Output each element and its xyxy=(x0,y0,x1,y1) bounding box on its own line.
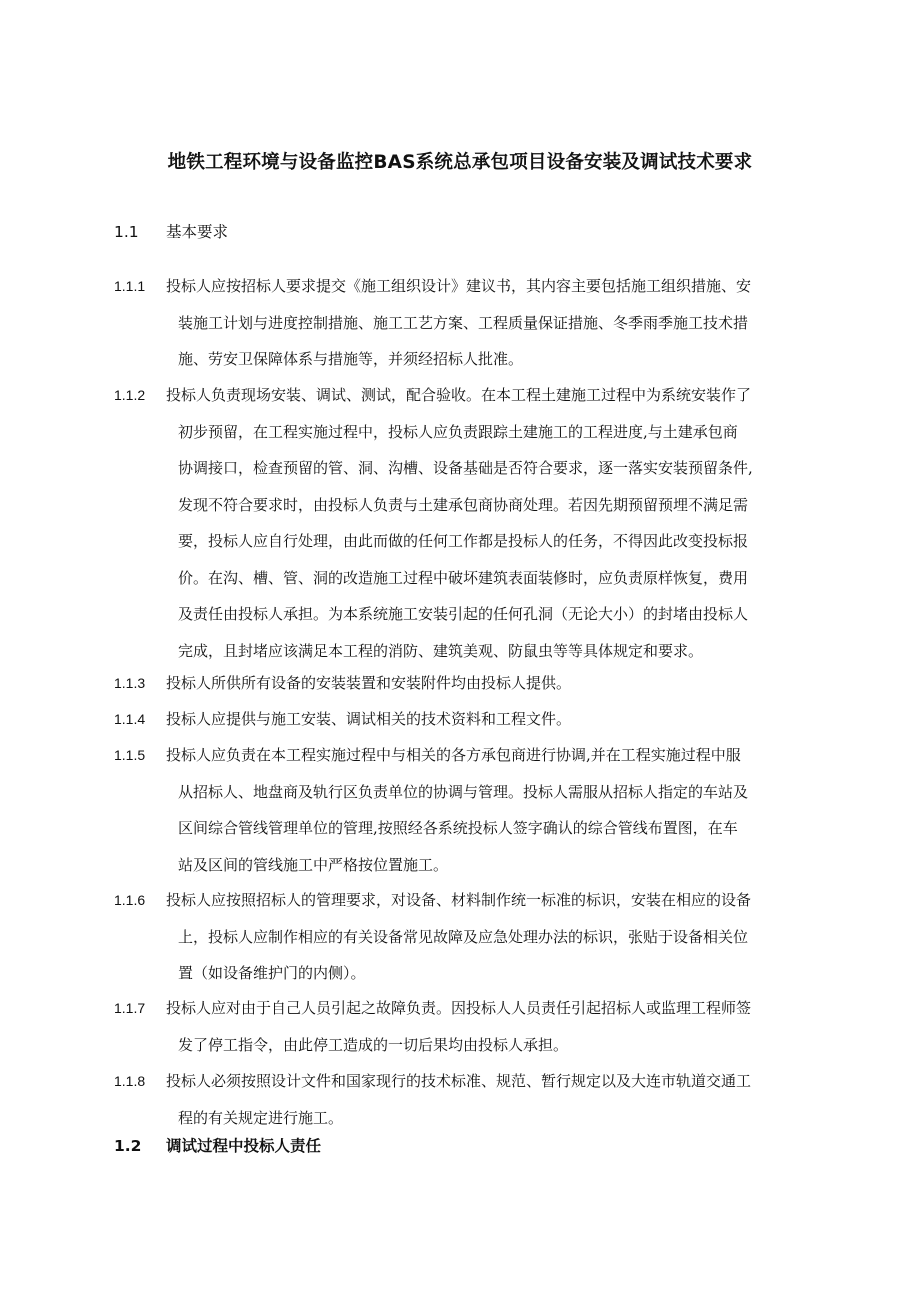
section-title: 调试过程中投标人责任 xyxy=(166,1137,322,1155)
clause-line: 发了停工指令，由此停工造成的一切后果均由投标人承担。 xyxy=(178,1035,569,1054)
clause-line: 区间综合管线管理单位的管理,按照经各系统投标人签字确认的综合管线布置图，在车 xyxy=(178,819,738,837)
clause-line: 投标人应提供与施工安装、调试相关的技术资料和工程文件。 xyxy=(166,710,572,728)
document-title: 地铁工程环境与设备监控BAS系统总承包项目设备安装及调试技术要求 xyxy=(167,152,753,173)
clause-line: 完成，且封堵应该满足本工程的消防、建筑美观、防鼠虫等等具体规定和要求。 xyxy=(178,641,704,660)
clause-line: 及责任由投标人承担。为本系统施工安装引起的任何孔洞（无论大小）的封堵由投标人 xyxy=(178,605,749,623)
clause-1-1-1 xyxy=(114,268,826,378)
clause-line: 投标人应对由于自己人员引起之故障负责。因投标人人员责任引起招标人或监理工程师签 xyxy=(166,999,752,1017)
clause-line: 从招标人、地盘商及轨行区负责单位的协调与管理。投标人需服从招标人指定的车站及 xyxy=(178,782,749,801)
clause-1-1-3 xyxy=(114,665,826,702)
clause-line: 价。在沟、槽、管、洞的改造施工过程中破坏建筑表面装修时，应负责原样恢复，费用 xyxy=(178,568,749,587)
clause-number: 1.1.2 xyxy=(114,387,146,403)
clause-text xyxy=(166,882,826,992)
section-heading-1-2 xyxy=(114,1134,321,1156)
clause-line: 装施工计划与进度控制措施、施工工艺方案、工程质量保证措施、冬季雨季施工技术措 xyxy=(178,313,749,332)
clause-text xyxy=(166,377,826,669)
clause-line: 置（如设备维护门的内侧）。 xyxy=(178,964,366,982)
clause-number: 1.1.3 xyxy=(114,675,146,691)
clause-line: 发现不符合要求时，由投标人负责与土建承包商协商处理。若因先期预留预埋不满足需 xyxy=(178,495,749,514)
section-heading-1-1 xyxy=(114,220,228,242)
clause-number: 1.1.1 xyxy=(114,278,146,294)
clause-text xyxy=(166,268,826,378)
clause-text xyxy=(166,665,826,702)
clause-1-1-2 xyxy=(114,377,826,669)
clause-line: 投标人应按招标人要求提交《施工组织设计》建议书，其内容主要包括施工组织措施、安 xyxy=(166,277,752,295)
clause-1-1-6 xyxy=(114,882,826,992)
clause-text xyxy=(166,701,826,738)
clause-line: 投标人应负责在本工程实施过程中与相关的各方承包商进行协调,并在工程实施过程中服 xyxy=(166,746,741,764)
clause-text xyxy=(166,737,826,883)
clause-line: 初步预留，在工程实施过程中，投标人应负责跟踪土建施工的工程进度,与土建承包商 xyxy=(178,422,738,441)
clause-text xyxy=(166,990,826,1063)
clause-number: 1.1.4 xyxy=(114,711,146,727)
clause-number: 1.1.5 xyxy=(114,747,146,763)
clause-number: 1.1.7 xyxy=(114,1000,146,1016)
clause-number: 1.1.6 xyxy=(114,892,146,908)
clause-line: 站及区间的管线施工中严格按位置施工。 xyxy=(178,855,449,874)
clause-1-1-8 xyxy=(114,1063,826,1136)
clause-line: 投标人应按照招标人的管理要求，对设备、材料制作统一标准的标识，安装在相应的设备 xyxy=(166,891,752,909)
clause-number: 1.1.8 xyxy=(114,1073,146,1089)
clause-text xyxy=(166,1063,826,1136)
clause-line: 投标人所供所有设备的安装装置和安装附件均由投标人提供。 xyxy=(166,674,572,692)
clause-1-1-5 xyxy=(114,737,826,883)
clause-line: 施、劳安卫保障体系与措施等，并须经招标人批准。 xyxy=(178,350,524,368)
section-number: 1.2 xyxy=(114,1137,142,1155)
clause-line: 上，投标人应制作相应的有关设备常见故障及应急处理办法的标识，张贴于设备相关位 xyxy=(178,927,749,946)
clause-line: 投标人负责现场安装、调试、测试，配合验收。在本工程土建施工过程中为系统安装作了 xyxy=(166,386,752,404)
section-number: 1.1 xyxy=(114,223,139,241)
clause-line: 投标人必须按照设计文件和国家现行的技术标准、规范、暂行规定以及大连市轨道交通工 xyxy=(166,1072,752,1090)
clause-1-1-4 xyxy=(114,701,826,738)
clause-line: 协调接口，检查预留的管、洞、沟槽、设备基础是否符合要求，逐一落实安装预留条件, xyxy=(178,459,753,477)
section-title: 基本要求 xyxy=(166,223,229,241)
clause-line: 程的有关规定进行施工。 xyxy=(178,1108,344,1127)
clause-line: 要，投标人应自行处理，由此而做的任何工作都是投标人的任务，不得因此改变投标报 xyxy=(178,532,749,550)
clause-1-1-7 xyxy=(114,990,826,1063)
